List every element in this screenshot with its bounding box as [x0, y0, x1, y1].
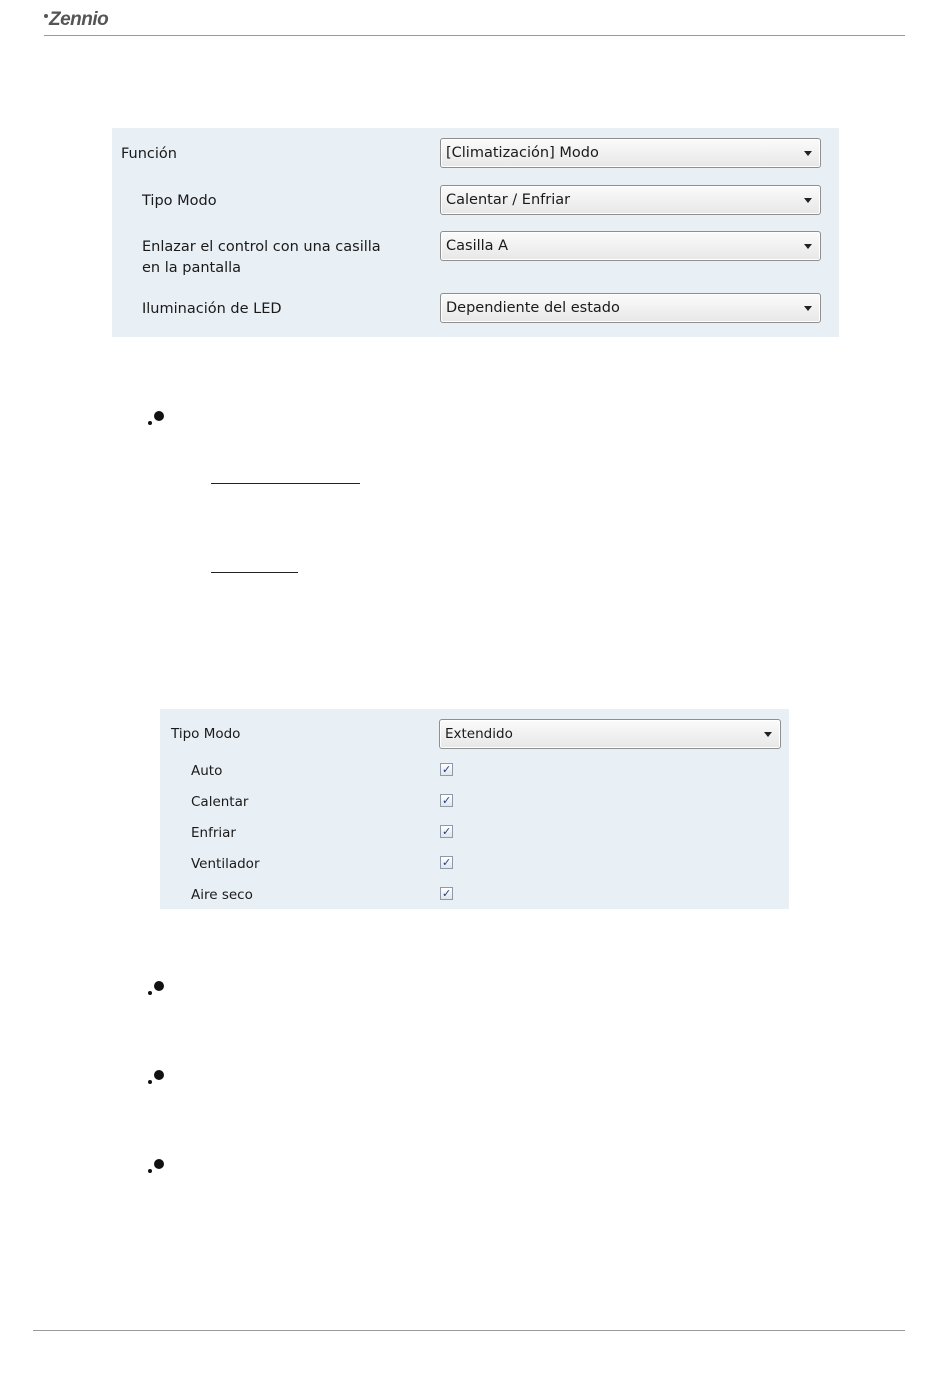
enlazar-control-label-line1: Enlazar el control con una casilla [142, 239, 381, 255]
checkmark-icon: ✓ [442, 825, 452, 838]
tipo-modo-extendido-dropdown[interactable] [439, 719, 781, 749]
iluminacion-led-label: Iluminación de LED [142, 301, 282, 317]
casilla-dropdown-value: Casilla A [446, 238, 509, 254]
zennio-logo: Zennio [44, 9, 108, 31]
chevron-down-icon [804, 198, 812, 203]
option-calentar-label: Calentar [191, 794, 249, 810]
tipo-modo-extendido-value: Extendido [445, 726, 513, 742]
chevron-down-icon [804, 244, 812, 249]
casilla-dropdown[interactable] [440, 231, 821, 261]
bullet-icon [148, 411, 166, 427]
option-auto-label: Auto [191, 763, 223, 779]
option-ventilador-label: Ventilador [191, 856, 260, 872]
enlazar-control-label-line2: en la pantalla [142, 260, 242, 276]
tipo-modo-label: Tipo Modo [142, 193, 217, 209]
checkmark-icon: ✓ [442, 794, 452, 807]
chevron-down-icon [804, 151, 812, 156]
checkmark-icon: ✓ [442, 887, 452, 900]
chevron-down-icon [804, 306, 812, 311]
funcion-label: Función [121, 146, 177, 162]
bullet-icon [148, 981, 166, 997]
iluminacion-led-dropdown[interactable] [440, 293, 821, 323]
ventilador-checkbox[interactable] [440, 856, 453, 869]
enlazar-control-label [142, 237, 381, 279]
function-parameters-panel [112, 128, 839, 337]
funcion-dropdown-value: [Climatización] Modo [446, 145, 599, 161]
underline-blank [211, 483, 360, 484]
tipo-modo-label: Tipo Modo [171, 726, 241, 742]
underline-blank [211, 572, 298, 573]
checkmark-icon: ✓ [442, 763, 452, 776]
logo-dot-icon [44, 14, 48, 18]
bullet-icon [148, 1159, 166, 1175]
enfriar-checkbox[interactable] [440, 825, 453, 838]
option-enfriar-label: Enfriar [191, 825, 236, 841]
aire-seco-checkbox[interactable] [440, 887, 453, 900]
tipo-modo-dropdown[interactable] [440, 185, 821, 215]
header-divider [44, 35, 905, 36]
footer-divider [33, 1330, 905, 1331]
iluminacion-led-dropdown-value: Dependiente del estado [446, 300, 620, 316]
funcion-dropdown[interactable] [440, 138, 821, 168]
option-aire-seco-label: Aire seco [191, 887, 253, 903]
checkmark-icon: ✓ [442, 856, 452, 869]
bullet-icon [148, 1070, 166, 1086]
chevron-down-icon [764, 732, 772, 737]
calentar-checkbox[interactable] [440, 794, 453, 807]
auto-checkbox[interactable] [440, 763, 453, 776]
tipo-modo-dropdown-value: Calentar / Enfriar [446, 192, 571, 208]
mode-options-panel [160, 709, 789, 909]
